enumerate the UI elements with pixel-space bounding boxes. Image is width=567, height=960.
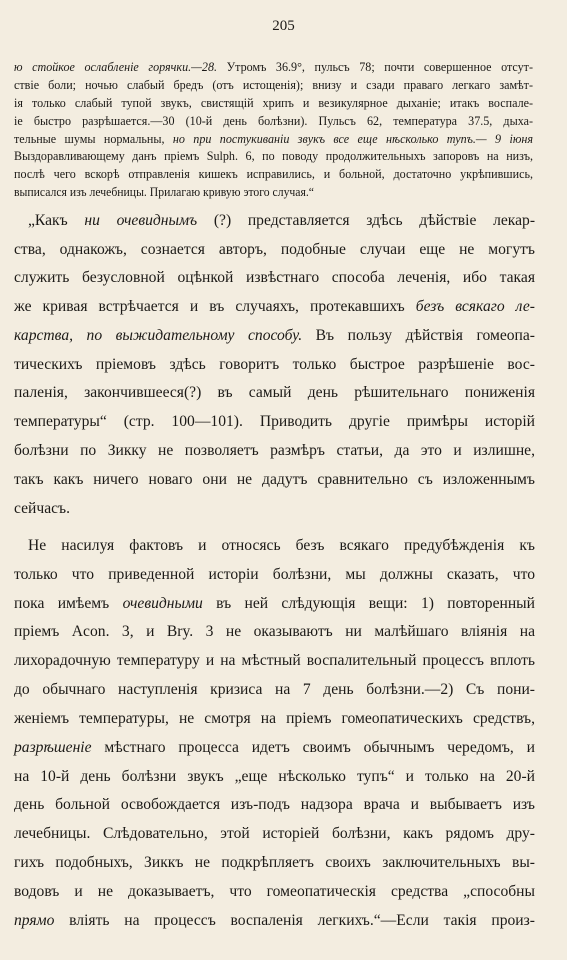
body-line <box>14 269 535 287</box>
italic-text: ю стойкое ослабленіе горячки.—28. <box>14 60 218 74</box>
body-line <box>14 854 535 872</box>
text-run: до обычнаго наступленія кризиса на 7 день болѣзни.—2) Съ пони- <box>14 681 535 698</box>
footnote-line <box>14 149 533 164</box>
footnote-line <box>14 167 533 182</box>
text-run: пока имѣемъ <box>14 595 123 612</box>
text-run: гихъ подобныхъ, Зиккъ не подкрѣпляетъ своихъ заключительныхъ вы- <box>14 854 535 871</box>
page-number: 205 <box>272 18 295 34</box>
text-run: температуры“ (стр. 100—101). Приводить другіе примѣры исторій <box>14 413 535 430</box>
body-line <box>14 710 535 728</box>
text-run: мѣстнаго процесса идетъ своимъ обычнымъ чередомъ, и <box>91 739 535 756</box>
italic-text: безъ всякаго ле- <box>415 298 535 315</box>
body-line <box>14 796 535 814</box>
text-run: ства, однакожъ, сознается авторъ, подобные случаи еще не могутъ <box>14 241 535 258</box>
body-line <box>14 384 535 402</box>
body-line <box>28 537 535 555</box>
text-run: такъ какъ ничего новаго они не дадутъ сравнительно съ изложеннымъ <box>14 471 535 488</box>
italic-text: карства, по выжидательному способу. <box>14 327 303 344</box>
text-run: водовъ и не доказываетъ, что гомеопатическія средства „способны <box>14 883 535 900</box>
body-line <box>14 739 535 757</box>
footnote-line <box>14 60 533 75</box>
body-line <box>14 356 535 374</box>
body-line <box>14 768 535 786</box>
text-run: Въ пользу дѣйствія гомеопа- <box>302 327 535 344</box>
body-line <box>14 595 535 613</box>
footnote-line <box>14 185 314 200</box>
footnote-line <box>14 114 533 129</box>
text-run: служить безусловной оцѣнкой извѣстнаго способа леченія, ибо такая <box>14 269 535 286</box>
text-run: женіемъ температуры, не смотря на пріемъ гомеопатическихъ средствъ, <box>14 710 535 727</box>
text-run: вліять на процессъ воспаленія легкихъ.“—Если такія произ- <box>54 912 535 929</box>
text-run: Не насилуя фактовъ и относясь безъ всякаго предубѣжденія къ <box>28 537 535 554</box>
text-run: іе быстро разрѣшается.—30 (10-й день болѣзни). Пульсъ 62, температура 37.5, дыха- <box>14 114 533 128</box>
text-run: сейчасъ. <box>14 500 70 517</box>
text-run: болѣзни по Зикку не позволяетъ размѣръ статьи, да это и излишне, <box>14 442 535 459</box>
text-run: же кривая встрѣчается и въ случаяхъ, протекавшихъ <box>14 298 416 315</box>
italic-text: но при постукиваніи звукъ все еще нѣсколько тупъ.— 9 іюня <box>172 132 533 146</box>
text-run: „Какъ <box>28 212 85 229</box>
text-run: паленія, закончившееся(?) въ самый день рѣшительнаго пониженія <box>14 384 535 401</box>
text-run: пріемъ Acon. 3, и Bry. 3 не оказываютъ ни малѣйшаго вліянія на <box>14 623 535 640</box>
italic-text: очевидными <box>122 595 203 612</box>
body-line <box>14 298 535 316</box>
body-line <box>14 623 535 641</box>
body-line <box>14 825 535 843</box>
footnote-line <box>14 96 533 111</box>
text-run: послѣ чего вскорѣ отправленія кишекъ исправились, и больной, достаточно укрѣпившись, <box>14 167 533 181</box>
body-line <box>14 327 535 345</box>
body-line <box>14 681 535 699</box>
body-line <box>14 912 535 930</box>
text-run: только что приведенной исторіи болѣзни, мы должны сказать, что <box>14 566 535 583</box>
footnote-line <box>14 78 533 93</box>
text-run: на 10-й день болѣзни звукъ „еще нѣсколько тупъ“ и только на 20-й <box>14 768 535 785</box>
body-line <box>28 212 535 230</box>
text-run: (?) представляется здѣсь дѣйствіе лекар- <box>197 212 536 229</box>
body-line <box>14 566 535 584</box>
footnote-line <box>14 132 533 147</box>
text-run: Утромъ 36.9°, пульсъ 78; почти совершенное отсут- <box>217 60 533 74</box>
body-line <box>14 500 70 518</box>
text-run: выписался изъ лечебницы. Прилагаю кривую этого случая.“ <box>14 185 314 199</box>
body-line <box>14 413 535 431</box>
italic-text: прямо <box>14 912 55 929</box>
text-run: ія только слабый тупой звукъ, свистящій хрипъ и везикулярное дыханіе; итакъ воспале- <box>14 96 533 110</box>
body-line <box>14 471 535 489</box>
text-run: лечебницы. Слѣдовательно, этой исторіей болѣзни, какъ рядомъ дру- <box>14 825 535 842</box>
text-run: лихорадочную температуру и на мѣстный воспалительный процессъ вплоть <box>14 652 535 669</box>
body-line <box>14 442 535 460</box>
text-run: въ ней слѣдующія вещи: 1) повторенный <box>202 595 535 612</box>
italic-text: разрѣшеніе <box>14 739 92 756</box>
text-run: ствіе боли; ночью слабый бредъ (отъ истощенія); внизу и сзади праваго легкаго замѣт- <box>14 78 533 92</box>
text-run: Выздоравливающему данъ пріемъ Sulph. 6, по поводу продолжительныхъ запоровъ на низъ, <box>14 149 533 163</box>
text-run: тическихъ пріемовъ здѣсь говоритъ только быстрое разрѣшеніе вос- <box>14 356 535 373</box>
text-run: тельные шумы нормальны, <box>14 132 173 146</box>
body-line <box>14 241 535 259</box>
italic-text: ни очевиднымъ <box>84 212 198 229</box>
body-line <box>14 652 535 670</box>
text-run: день больной освобождается изъ-подъ надзора врача и выбываетъ изъ <box>14 796 535 813</box>
body-line <box>14 883 535 901</box>
